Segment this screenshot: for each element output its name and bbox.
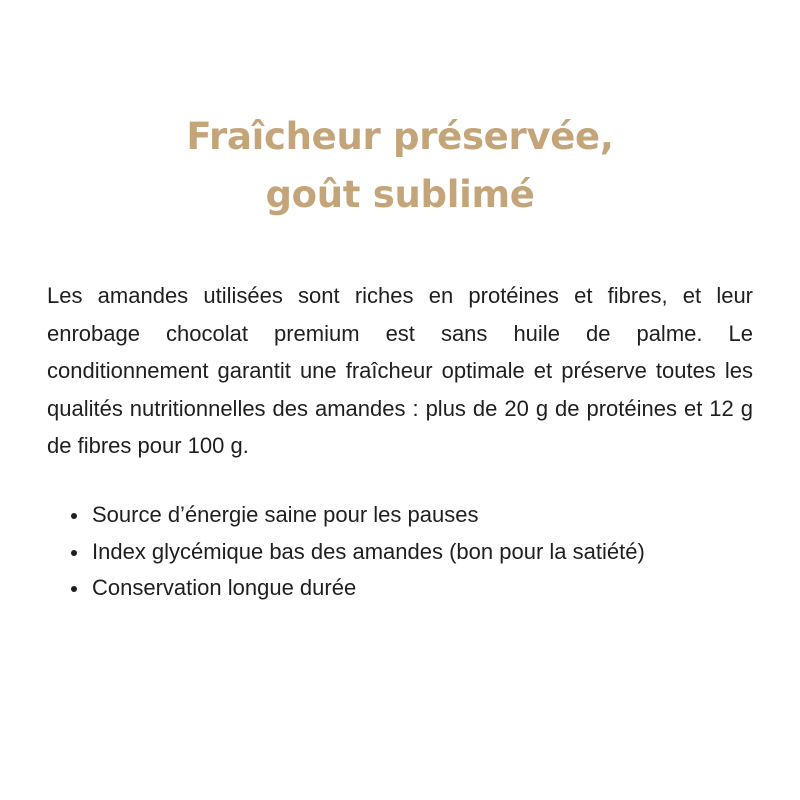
benefits-list bbox=[47, 497, 753, 607]
list-item-text: Conservation longue durée bbox=[92, 575, 357, 600]
bullet-icon bbox=[71, 550, 77, 556]
title-line-2: goût sublimé bbox=[265, 173, 535, 216]
title-line-1: Fraîcheur préservée, bbox=[186, 115, 614, 158]
description-paragraph: Les amandes utilisées sont riches en protéines et fibres, et leur enrobage chocolat premium est sans huile de palme. Le conditionnement garantit une fraîcheur optimale et préserve toutes les qualités nutritionnelles des amandes : plus de 20 g de protéines et 12 g de fibres pour 100 g. bbox=[47, 283, 753, 458]
list-item bbox=[47, 497, 753, 534]
list-item-text: Index glycémique bas des amandes (bon pour la satiété) bbox=[92, 538, 645, 564]
bullet-icon bbox=[71, 586, 77, 592]
page-title bbox=[0, 108, 800, 224]
bullet-icon bbox=[71, 513, 77, 519]
list-item-text: Source d’énergie saine pour les pauses bbox=[92, 502, 479, 527]
list-item bbox=[47, 534, 753, 571]
list-item bbox=[47, 570, 753, 607]
